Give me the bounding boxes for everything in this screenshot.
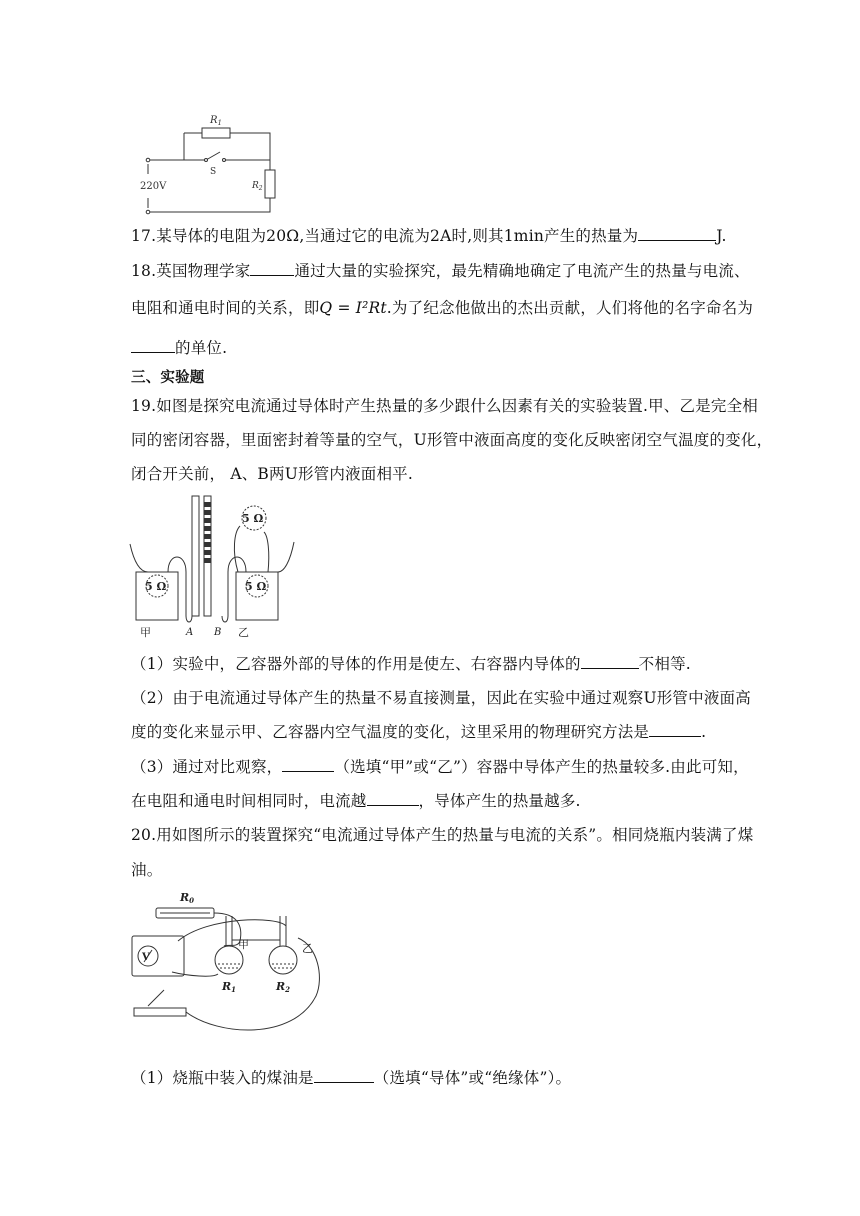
question-20-line-2: 油。 [131, 861, 163, 879]
answer-blank [581, 654, 639, 669]
label-r0-sub: 0 [189, 896, 195, 905]
svg-text:R1 [209, 115, 222, 127]
answer-blank [250, 261, 294, 276]
label-switch: S [210, 167, 217, 177]
label-r2-sub: 2 [258, 185, 263, 192]
question-18-text-1b: 通过大量的实验探究，最先精确地确定了电流产生的热量与电流、 [294, 262, 750, 280]
label-r2: R [276, 980, 286, 993]
q19-p2-suffix: . [701, 723, 707, 741]
q19-p3-text: （3）通过对比观察， [131, 758, 283, 776]
question-19-part-2-line-2 [131, 722, 706, 742]
label-r2: R [252, 181, 259, 191]
label-r1-sub: 1 [217, 119, 222, 127]
answer-blank [282, 757, 334, 772]
q19-p1-suffix: 不相等. [638, 655, 691, 673]
answer-blank [131, 338, 175, 353]
label-yi: 乙 [238, 626, 249, 639]
question-20-line-1: 20.用如图所示的装置探究“电流通过导体产生的热量与电流的关系”。相同烧瓶内装满了煤 [131, 826, 754, 844]
svg-text:R2 [275, 980, 290, 994]
label-flask-yi: 乙 [302, 942, 313, 955]
q19-p3-text-d: ，导体产生的热量越多. [418, 792, 581, 810]
answer-blank [649, 722, 701, 737]
question-18-text-1: 18.英国物理学家 [131, 262, 251, 280]
resistor-label-outside: 5 Ω [242, 512, 264, 525]
resistor-label-yi: 5 Ω [245, 580, 267, 593]
q19-p2-text: 度的变化来显示甲、乙容器内空气温度的变化，这里采用的物理研究方法是 [131, 723, 650, 741]
label-voltmeter: V [142, 952, 150, 963]
q19-p3-text-b: （选填“甲”或“乙”）容器中导体产生的热量较多.由此可知， [334, 758, 749, 776]
q19-p3-text-c: 在电阻和通电时间相同时，电流越 [131, 792, 367, 810]
question-17-suffix: J. [716, 227, 727, 245]
question-19-line-3: 闭合开关前， A、B两U形管内液面相平. [131, 465, 414, 483]
svg-text:R1 [221, 980, 236, 994]
label-r1: R [222, 980, 232, 993]
question-19-line-1: 19.如图是探究电流通过导体时产生热量的多少跟什么因素有关的实验装置.甲、乙是完全相 [131, 397, 758, 415]
label-b: B [214, 627, 222, 638]
label-r2-sub: 2 [285, 985, 291, 994]
question-17 [131, 226, 727, 246]
question-19-part-2-line-1: （2）由于电流通过导体产生的热量不易直接测量，因此在实验中通过观察U形管中液面高 [131, 689, 751, 707]
question-19-line-2: 同的密闭容器，里面密封着等量的空气，U形管中液面高度的变化反映密闭空气温度的变化， [131, 431, 773, 449]
question-19-part-3-line-1 [131, 757, 749, 777]
question-18-line-3 [131, 338, 227, 358]
flask-apparatus-diagram [128, 886, 328, 1042]
question-18-text-2a: 电阻和通电时间的关系，即 [131, 299, 320, 317]
svg-text:R0 [179, 891, 194, 905]
formula-joule: Q = I²Rt [319, 299, 387, 317]
resistor-label-jia: 5 Ω [145, 580, 167, 593]
q20-p1-text: （1）烧瓶中装入的煤油是 [131, 1069, 314, 1087]
question-19-part-3-line-2 [131, 791, 581, 811]
question-18-text-2b: .为了纪念他做出的杰出贡献，人们将他的名字命名为 [386, 299, 754, 317]
question-20-part-1 [131, 1068, 571, 1088]
answer-blank [638, 226, 716, 241]
q20-p1-suffix: （选填“导体”或“绝缘体”）。 [373, 1069, 572, 1087]
u-tube-apparatus-diagram [128, 492, 298, 642]
section-heading: 三、实验题 [131, 370, 205, 386]
answer-blank [367, 791, 419, 806]
label-r1-sub: 1 [231, 985, 237, 994]
circuit-diagram-1 [140, 108, 290, 218]
q19-p1-text: （1）实验中，乙容器外部的导体的作用是使左、右容器内导体的 [131, 655, 581, 673]
label-flask-jia: 甲 [238, 938, 249, 951]
question-18-text-3: 的单位. [175, 339, 228, 357]
question-17-text: 17.某导体的电阻为20Ω,当通过它的电流为2A时,则其1min产生的热量为 [131, 227, 639, 245]
label-voltage: 220V [140, 181, 167, 192]
answer-blank [314, 1068, 374, 1083]
question-18-line-1 [131, 261, 750, 281]
question-18-line-2 [131, 298, 753, 318]
label-jia: 甲 [140, 626, 151, 639]
label-r0: R [180, 891, 190, 904]
svg-text:R2 [251, 181, 263, 192]
label-r1: R [210, 115, 218, 126]
question-19-part-1 [131, 654, 691, 674]
label-a: A [186, 627, 194, 638]
